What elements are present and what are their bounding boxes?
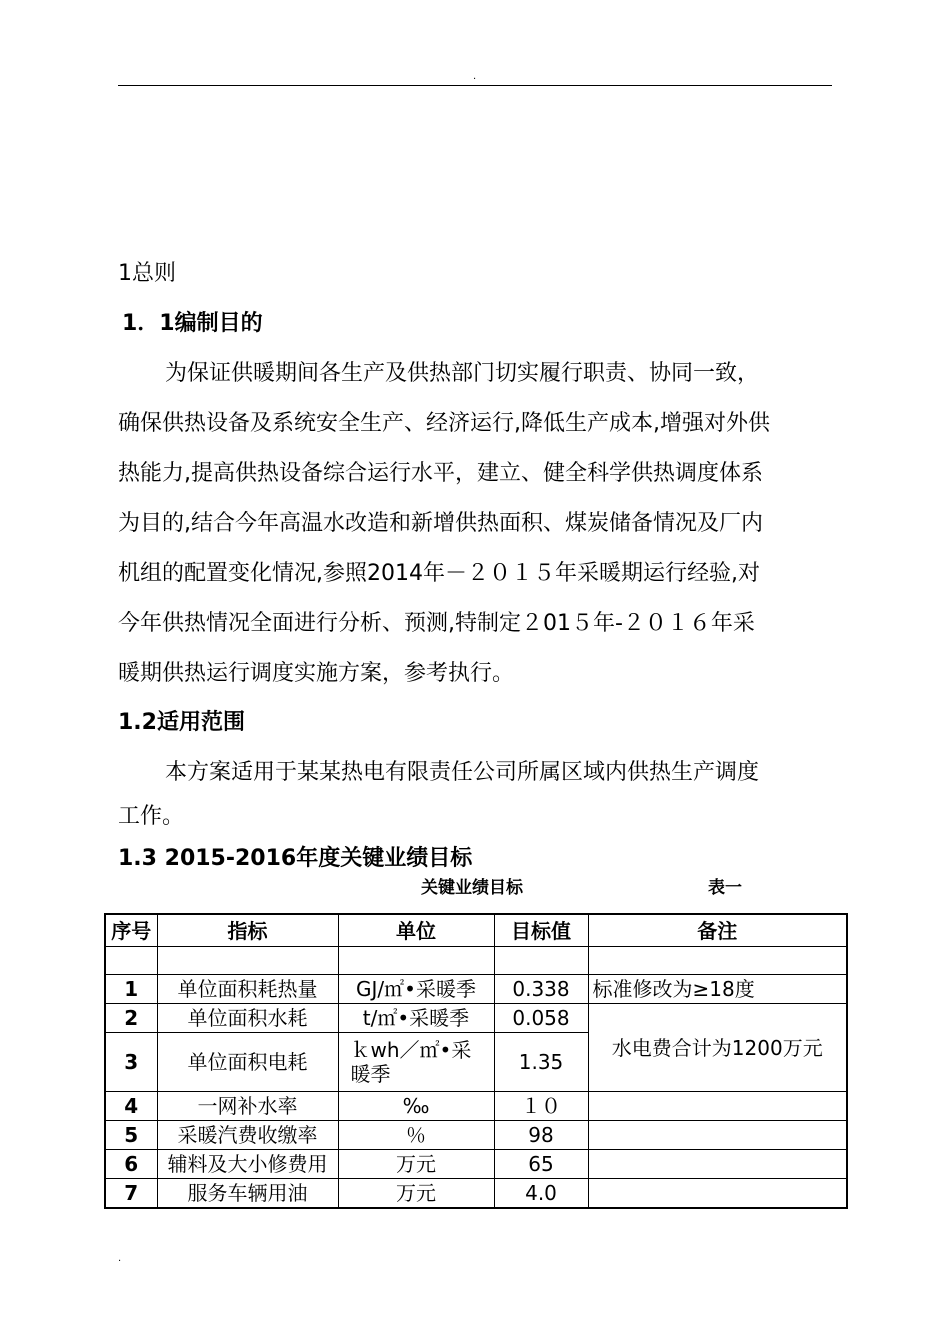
section-1-1-title: 1．1编制目的 [122,311,263,336]
para-1-1-line-5: 机组的配置变化情况,参照2014年－２０１５年采暖期运行经验,对 [118,561,760,586]
para-1-2-line-2: 工作。 [118,804,185,829]
table-row [105,1121,847,1150]
row-unit: t/㎡•采暖季 [338,1004,494,1033]
row-target: 0.338 [494,975,588,1004]
section-1-title: 1总则 [118,261,176,286]
row-note [588,1179,847,1209]
row-target: 65 [494,1150,588,1179]
row-target: 1.35 [494,1033,588,1092]
row-unit: 万元 [338,1179,494,1209]
section-1-3-title: 1.3 2015-2016年度关键业绩目标 [118,846,473,871]
para-1-1-line-2: 确保供热设备及系统安全生产、经济运行,降低生产成本,增强对外供 [118,411,770,436]
row-indicator: 服务车辆用油 [157,1179,338,1209]
row-indicator: 辅料及大小修费用 [157,1150,338,1179]
row-note [588,1121,847,1150]
row-indicator: 单位面积电耗 [157,1033,338,1092]
table-row [105,1004,847,1033]
row-unit: GJ/㎡•采暖季 [338,975,494,1004]
para-1-1-line-4: 为目的,结合今年高温水改造和新增供热面积、煤炭储备情况及厂内 [118,511,763,536]
row-target: 4.0 [494,1179,588,1209]
row-indicator: 单位面积水耗 [157,1004,338,1033]
header-target: 目标值 [494,914,588,947]
row-unit: ％ [338,1121,494,1150]
para-1-1-line-3: 热能力,提高供热设备综合运行水平，建立、健全科学供热调度体系 [118,461,763,486]
header-indicator: 指标 [157,914,338,947]
header-note: 备注 [588,914,847,947]
row-indicator: 采暖汽费收缴率 [157,1121,338,1150]
row-no: 5 [105,1121,157,1150]
row-no: 2 [105,1004,157,1033]
header-unit: 单位 [338,914,494,947]
table-row [105,1150,847,1179]
row-note [588,1150,847,1179]
row-indicator: 一网补水率 [157,1092,338,1121]
table-row [105,975,847,1004]
row-unit: 万元 [338,1150,494,1179]
table-label: 表一 [708,878,742,898]
row-note-merged: 水电费合计为1200万元 [588,1004,847,1092]
section-1-2-title: 1.2适用范围 [118,710,245,735]
row-unit: ｋwh／㎡•采暖季 [338,1033,494,1092]
para-1-1-line-6: 今年供热情况全面进行分析、预测,特制定２01５年-２０１６年采 [118,611,755,636]
row-target: １０ [494,1092,588,1121]
row-no: 1 [105,975,157,1004]
table-row [105,1092,847,1121]
table-header-row [105,914,847,947]
row-no: 4 [105,1092,157,1121]
para-1-1-line-7: 暖期供热运行调度实施方案，参考执行。 [118,661,515,686]
row-indicator: 单位面积耗热量 [157,975,338,1004]
table-blank-row [105,947,847,975]
table-caption: 关键业绩目标 [421,878,523,898]
row-note [588,1092,847,1121]
header-dot: . [473,71,477,82]
footer-dot: . [118,1253,122,1264]
row-unit: ‰ [338,1092,494,1121]
header-no: 序号 [105,914,157,947]
row-no: 7 [105,1179,157,1209]
row-no: 3 [105,1033,157,1092]
table-row [105,1179,847,1209]
row-target: 0.058 [494,1004,588,1033]
para-1-2-line-1: 本方案适用于某某热电有限责任公司所属区域内供热生产调度 [165,760,760,785]
row-target: 98 [494,1121,588,1150]
row-no: 6 [105,1150,157,1179]
kpi-table [104,913,848,1209]
para-1-1-line-1: 为保证供暖期间各生产及供热部门切实履行职责、协同一致， [165,361,760,386]
row-note: 标准修改为≥18度 [588,975,847,1004]
header-rule [118,85,832,86]
